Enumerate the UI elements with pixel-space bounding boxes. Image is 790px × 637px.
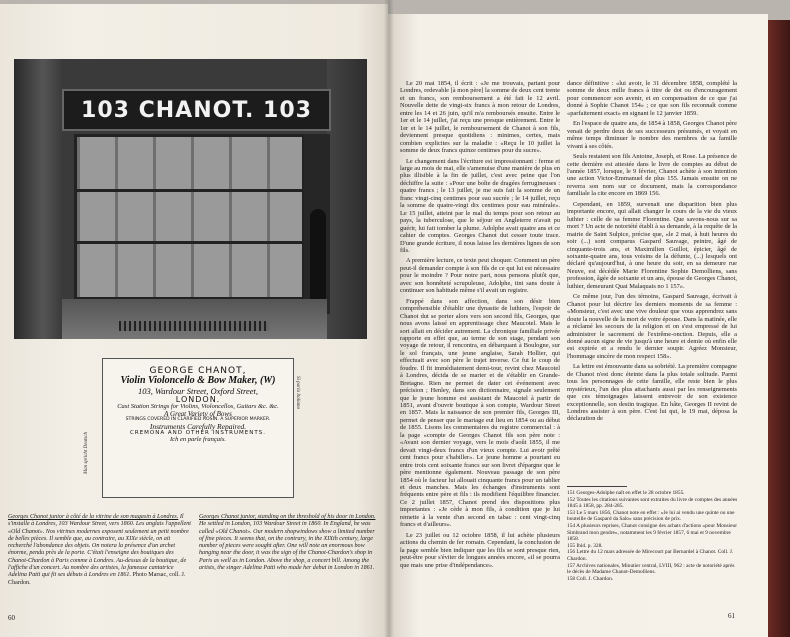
col-b-para: Seuls restaient son fils Antoine, Joseph, et Rose. La présence de cette dernière est attestée dans le livre de comptes au début de l'année 1857, lorsque, le 9 février, Chanot achète à son intention une action Victor-Emmanuel de plus 155. Jamais ensuite on ne reverra son nom sur ce document, mais la correspondance familiale la cite encore en 1869 156. (567, 153, 737, 198)
caption-english (199, 514, 379, 572)
facade-left (14, 59, 62, 339)
footnote: 151 Georges-Adolphe naît en effet le 28 octobre 1855. (567, 490, 685, 496)
caption-french-text: Il s'installe à Londres, 103 Wardour Street, vers 1860. Les anglais l'appellent «Old Chanot». Nos vitrines modernes exposent seulement un petit nombre de belles pièces. Il semble que, au contraire, au XIXe siècle, on ait recherché l'abondance des objets. On notera la présence d'un archet énorme, pendu près de la porte. C'était l'enseigne des boutiques des Chanot-Chardon à Paris comme à Londres. Au-dessus de la boutique, de l'affiche d'un concert. Au nombre des artistes, la fameuse cantatrice Adelina Patti qui fit ses débuts à Londres en 1861. (8, 514, 191, 579)
col-b-para: Cependant, en 1859, survenait une disparition bien plus importante encore, qui allait changer le cours de la vie du vieux luthier : celle de sa femme Florentine. Que savons-nous sur sa mort ? Un acte de notoriété établi à sa demande, à la requête de la mairie de Saint Sulpice, précise que, «le 2 mai, à huit heures du soir (...) sont comparus Gaspard Sauvage, peintre, âgé de cinquante-trois ans, et Maximilien Guillot, épicier, âgé de soixante-quatre ans, tous voisins de la défunte, (...) lesquels ont déclaré qu'aujourd'hui, à une heure du soir, en sa demeure rue Neuve, est décédée Marie Florentine Sophie Demolliens, sans profession, âgée de soixante et un ans, épouse de Georges Chanot, luthier, demeurant Quai Malaquais no 1 157». (567, 200, 737, 290)
card-line9: CREMONA AND OTHER INSTRUMENTS. (130, 430, 266, 437)
footnote: 152 Toutes les citations suivantes sont extraites du livre de comptes des années 1845 à 1858, pp. 284-285. (567, 496, 738, 510)
card-line10: Ich en parle français. (170, 435, 226, 443)
footnote: 154 A plusieurs reprises, Chanot consigne des achats d'actions «pour Monsieur Simbrand mon gendre», notamment les 9 février 1857, 6 mai et 9 novembre 1858. (567, 522, 737, 543)
page-number-right: 61 (728, 612, 735, 620)
caption-french-title: Georges Chanot junior à côté de la vitrine de son magasin à Londres. (8, 514, 179, 520)
card-line5: Cast Station Strings for Violins, Violoncellos, Guitars &c. &c. (117, 403, 279, 411)
business-card (102, 358, 294, 498)
footnote: 153 Le 5 mars 1856, Chanot note en effet : «Je lui ai vendu une quinte ou une bouteille de Gaspard da Salo» sans précision de prix. (567, 509, 735, 523)
card-line7: STRINGS COVERED IN CLARIFIED ROSIN. A SUPERIOR MARKER. (125, 417, 271, 423)
footnote: 158 Coll. J. Chardon. (567, 575, 614, 582)
caption-photo-credit: Photo Marsac, coll. J. Chardon. (8, 572, 186, 586)
column-b (567, 80, 737, 426)
footnote: 155 Ibid. p. 328. (567, 542, 603, 549)
col-b-para: En l'espace de quatre ans, de 1854 à 1858, Georges Chanot père venait de perdre deux de ses successeurs présumés, et voyait en même temps diminuer le nombre des membres de sa famille vivant à ses côtés. (567, 120, 737, 150)
col-a-para: Le 23 juillet ou 12 octobre 1858, il lui achète plusieurs actions du chemin de fer romain. Cependant, la conclusion de la page semble bien indiquer que les fils se sont presque rien, peut-être pour s'éviter de longues années encore, «il se pourra que mais une prise d'indépendance». (400, 531, 560, 569)
book-cover-edge (768, 20, 790, 637)
facade-right (327, 59, 367, 339)
card-line6: A Great Variety of Bows (164, 410, 232, 419)
card-line1: GEORGE CHANOT, (149, 366, 247, 376)
col-b-para: La lettre est émouvante dans sa sobriété. La première compagne de Chanot n'est donc éteinte dans la plus totale solitude. Parmi tous les personnages de cette famille, elle reste bien le plus mystérieux, l'un des plus attachants aussi par les renseignements que ces témoignages laissent entrevoir de son existence exceptionnelle, son destin tragique. En hâte, Georges II revint de Londres assister à son père. C'est lui qui, le 19 mai, déposa la déclaration de (567, 363, 737, 423)
left-page (0, 4, 388, 637)
shopfront-photo (14, 59, 367, 339)
col-b-para: dance définitive : «lui avoir, le 31 décembre 1858, complété la somme de deux mille francs à titre de dot ou d'encouragement pour commencer son avenir, et en compensation de ce que j'ai donné à Sophie Chanot 154» ; ce que son fils reconnaît comme «parfaitement exact» en signant le 12 janvier 1859. (567, 80, 737, 117)
col-a-para: Le changement dans l'écriture est impressionnant : ferme et large au mois de mai, elle s'amenuise d'une manière de plus en plus illisible à la fin de juillet, c'est avec peine que l'on déchiffre la suite : «Pour une boîte de dragées ferrugineuses : quatre francs ; le 13 juillet, je me suis fait la somme de un franc vingt-cinq centimes pour eau sucrée ; le 14 juillet, reçu la somme de quatre-vingt dix centimes pour eau minérale». Le 15 juillet, atteint par le mal du temps pour son retour au pays, la tuberculose, que le séjour en Angleterre n'avait pu guérir, lui fait tomber la plume. Adolphe avait quatre ans et ce cahier de comptes. Georges Chanot dut cesser toute trace. D'une grande écriture, il nous laisse les dernières lignes de son fils. (400, 157, 560, 254)
book-gutter (384, 0, 394, 637)
footnote-rule (567, 486, 627, 487)
col-a-para: Le 20 mai 1854, il écrit : «Je me trouvais, partant pour Londres, redevable [à mon père] la somme de deux cent trente et un francs, son remboursement a été fait le 12 avril. Nouvelle dette de vingt-six francs à mon retour de Londres, entre les 14 et 26 juin, qu'il m'a remboursés ensuite. Entre le 1er et le 14 juillet, j'ai reçu une presque entièrement. Entre le 1er et le 14 juillet, le remboursement de Chanot à son fils, deviennent presque quotidiens : minimes, certes, mais combien explicites sur la maladie : «Reçu le 10 juillet la somme de deux francs quinze centimes pour du sucre». (400, 80, 560, 155)
right-page (388, 14, 768, 637)
footnotes (567, 490, 739, 582)
caption-english-text: He settled in London, 103 Wardour Street in 1860. In England, he was called «Old Chanot». Our modern shopwindows show a limited number of fine pieces. It seems that, on the contrary, in the XIXth century, large number of pieces were sought after. One will note an enormous bow hanging near the door, it was the sign of the Chanot-Chardon's shop in Paris as well as in London. Above the shop, a concert bill. Among the artists, the singer Adelina Patti who made her debut in London in 1861. (199, 521, 375, 572)
col-b-para: Ce même jour, l'un des témoins, Gaspard Sauvage, écrivait à Chanot pour lui décrire les derniers moments de sa femme : «Monsieur, c'est avec une vive douleur que vous apprendrez sans doute la nouvelle de la mort de votre épouse. Dans la matinée, elle a réclamé les secours de la religion et on s'est empressé de lui administrer le sacrement de l'extrême-onction. Depuis, elle a donné aucun signe de vie jusqu'à une heure et demie où enfin elle est expirée et a rendu le dernier soupir. Agréez Monsieur, l'hommage sincère de mon respect 158». (567, 293, 738, 360)
shop-window (74, 134, 305, 300)
col-a-para: Frappé dans son affection, dans son désir bien compréhensible d'établir une dynastie de luthiers, l'espoir de Chanot dut se porter alors vers son second fils, Georges, que nous avons laissé en apprentissage chez Maucotel. Mais le sort allait en décider autrement. La chronique familiale privée rapporte en effet que, au terme de son stage, pendant son voyage de retour, il rencontra, en débarquant à Boulogne, sur le sol français, une jeune anglaise, Sarah Hollier, qui effectuait avec son père le trajet inverse. Ce fut le coup de foudre. Il fit immédiatement demi-tour, revint chez Maucotel à Londres, décida de se marier et de s'établir en Grande-Bretagne. Rien ne permet de dater cet événement avec précision ; Henley, dans son dictionnaire, signale seulement que le jeune homme est assistant de Maucotel à partir de 1851, avant d'ouvrir boutique à son compte, Wardour Street en 1857. Mais la naissance de son premier fils, Georges III, permet de penser que le mariage eut lieu en 1854 ou au début de 1855. Lisons les commentaires du registre commercial : à la page «compte de Georges Chanot fils son père note : «Avant son dernier voyage, vers le mois d'août 1855, il me devait vingt-deux francs d'un vieux compte. Lui avoir prêté cent francs pour s'habiller». Le jeune homme a pourtant eu entre trois cent soixante francs sur son livret d'épargne que le père mentionne également. Nouveau passage de son père 1854 où le facteur lui allouait cinquante francs pour un tablier et deux manches. Mais les échanges d'instruments sont fréquents entre père et fils : ils modifient l'équilibre financier. Ce 2 juillet 1857, Chanot prend des dispositions plus importantes : «Je cède à mon fils, à condition que je lui remette à la vente d'un second en tabac : cent vingt-cinq francs et d'ailleurs». (400, 297, 560, 529)
card-line4: LONDON. (175, 394, 221, 404)
footnote: 156 Lettre du 12 mars adressée de Mirecourt par Bernardel à Chanot. Coll. J. Chardon. (567, 549, 734, 562)
standing-man (310, 209, 326, 309)
card-line2: Violin Violoncello & Bow Maker, (W) (120, 375, 276, 387)
shopfront-base (62, 299, 327, 339)
card-line3: 103, Wardour Street, Oxford Street, (137, 385, 258, 396)
col-a-para: A première lecture, ce texte peut choquer. Comment un père peut-il demander compte à son fils de ce qui lui est nécessaire pour le moindre ? Pour notre part, nous pensons plutôt que, avec son honnêteté scrupuleuse, Adolphe, tint sans doute à continuer son habitude même s'il avait un registre. (400, 257, 560, 295)
page-number-left: 60 (8, 614, 15, 622)
card-side-right: Si parla Italiano (295, 376, 300, 410)
shop-signboard (62, 89, 331, 131)
card-line8: Instruments Carefully Repaired. (149, 422, 247, 432)
caption-english-title: Georges Chanot junior, standing on the threshold of his door in London. (199, 514, 376, 520)
footnote: 157 Archives nationales, Minutier central, LVIII, 962 : acte de notoriété après le décès de Madame Chanot-Demolliens. (567, 562, 735, 576)
pavement-grate (119, 321, 269, 331)
column-a (400, 80, 560, 572)
signboard-text: 103 CHANOT. 103 (81, 97, 312, 123)
caption-french (8, 514, 191, 587)
card-side-left: Man spricht Deutsch (84, 432, 89, 474)
